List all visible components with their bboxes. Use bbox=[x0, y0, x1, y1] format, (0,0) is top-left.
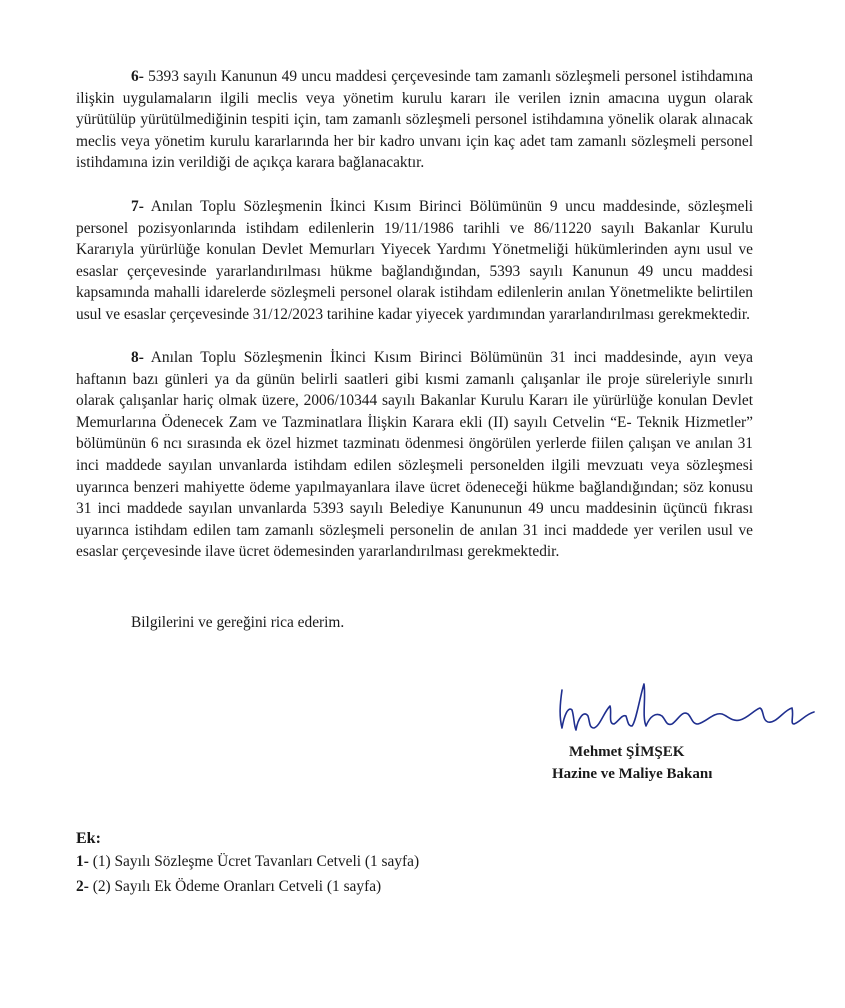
paragraph-text: 5393 sayılı Kanunun 49 uncu maddesi çerçevesinde tam zamanlı sözleşmeli personel istihdamına ilişkin uygulamaların ilgili meclis veya yönetim kurulu kararı ile verilen iznin amacına uygun olarak yürütülüp yürütülmediğinin tespiti için, tam zamanlı sözleşmeli personel istihdamına yönelik olarak alınacak meclis veya yönetim kurulu kararlarında her bir kadro unvanı için kaç adet tam zamanlı sözleşmeli personel istihdamına izin verildiği de açıkça karara bağlanacaktır. bbox=[76, 68, 753, 172]
paragraph-8 bbox=[76, 347, 753, 563]
annex-item bbox=[76, 853, 419, 871]
signatory-name: Mehmet ŞİMŞEK bbox=[569, 744, 685, 760]
closing-sentence: Bilgilerini ve gereğini rica ederim. bbox=[131, 614, 345, 631]
annex-item bbox=[76, 878, 381, 896]
paragraph-text: Anılan Toplu Sözleşmenin İkinci Kısım Birinci Bölümünün 31 inci maddesinde, ayın veya haftanın bazı günleri ya da günün belirli saatleri gibi kısmi zamanlı çalışanlar ile proje süreleriyle sınırlı olarak çalışanlar hariç olmak üzere, 2006/10344 sayılı Bakanlar Kurulu Kararı ile yürürlüğe konulan Devlet Memurlarına Ödenecek Zam ve Tazminatlara İlişkin Karara ekli (II) sayılı Cetvelin “E- Teknik Hizmetler” bölümünün 6 ncı sırasında ek özel hizmet tazminatı ödenmesi öngörülen yerlerde fiilen çalışan ve anılan 31 inci maddede sayılan unvanlarda istihdam edilen sözleşmeli personelden ilgili mevzuatı veya sözleşmesi uyarınca benzeri mahiyette ödeme yapılmayanlara ilave ücret ödeneceği hükme bağlandığından; söz konusu 31 inci maddede sayılan unvanlarda 5393 sayılı Belediye Kanununun 49 uncu maddesinin üçüncü fıkrası uyarınca istihdam edilen tam zamanlı sözleşmeli personelin de anılan 31 inci maddede yer verilen usul ve esaslar çerçevesinde ilave ücret ödemesinden yararlandırılması gerekmektedir. bbox=[76, 349, 754, 561]
paragraph-7 bbox=[76, 196, 753, 326]
annex-item-number: 1- bbox=[76, 853, 89, 870]
paragraph-number: 6- bbox=[131, 68, 144, 85]
annex-item-text: (2) Sayılı Ek Ödeme Oranları Cetveli (1 sayfa) bbox=[92, 878, 382, 895]
signatory-title: Hazine ve Maliye Bakanı bbox=[552, 766, 713, 782]
annex-label: Ek: bbox=[76, 830, 101, 847]
paragraph-number: 8- bbox=[131, 349, 144, 366]
annex-item-text: (1) Sayılı Sözleşme Ücret Tavanları Cetveli (1 sayfa) bbox=[92, 853, 420, 870]
paragraph-number: 7- bbox=[131, 198, 144, 215]
paragraph-text: Anılan Toplu Sözleşmenin İkinci Kısım Birinci Bölümünün 9 uncu maddesinde, sözleşmeli personel pozisyonlarında istihdam edilenlerin 19/11/1986 tarihli ve 86/11220 sayılı Bakanlar Kurulu Kararıyla yürürlüğe konulan Devlet Memurları Yiyecek Yardımı Yönetmeliği hükümlerinden aynı usul ve esaslar çerçevesinde yararlandırılması hükme bağlandığından, 5393 sayılı Kanunun 49 uncu maddesi kapsamında mahalli idarelerde sözleşmeli personel olarak istihdam edilenlerin anılan Yönetmelikte belirtilen usul ve esaslar çerçevesinde 31/12/2023 tarihine kadar yiyecek yardımından yararlandırılması gerekmektedir. bbox=[76, 198, 754, 323]
annex-item-number: 2- bbox=[76, 878, 89, 895]
handwritten-signature bbox=[556, 676, 826, 746]
paragraph-6 bbox=[76, 66, 753, 174]
